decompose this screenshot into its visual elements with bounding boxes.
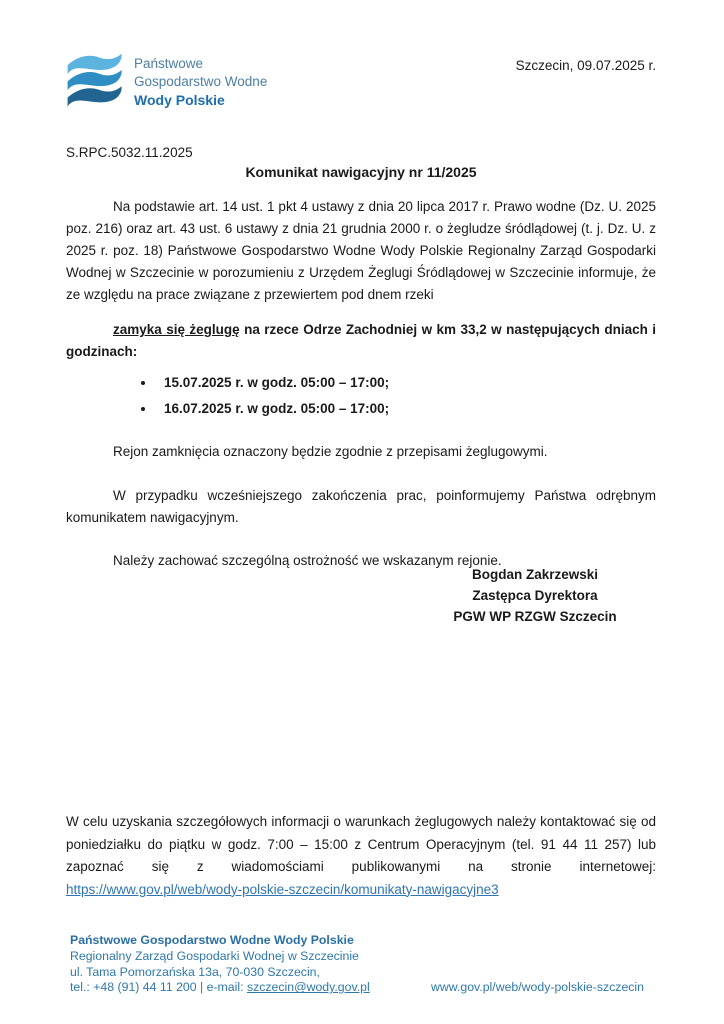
place-and-date: Szczecin, 09.07.2025 r. xyxy=(515,58,656,73)
reference-number: S.RPC.5032.11.2025 xyxy=(66,145,193,160)
paragraph-area-marking: Rejon zamknięcia oznaczony będzie zgodnie z przepisami żeglugowymi. xyxy=(113,444,548,459)
water-waves-icon xyxy=(64,50,124,114)
footer-company-name: Państwowe Gospodarstwo Wodne Wody Polskie xyxy=(70,933,354,947)
logo-line-1: Państwowe xyxy=(134,56,204,71)
footer-address-block xyxy=(70,933,656,996)
footer-address: ul. Tama Pomorzańska 13a, 70-030 Szczecin, xyxy=(70,964,320,979)
footer-division: Regionalny Zarząd Gospodarki Wodnej w Szczecinie xyxy=(70,948,359,963)
paragraph-early-finish: W przypadku wcześniejszego zakończenia prac, poinformujemy Państwa odrębnym komunikatem nawigacyjnym. xyxy=(66,488,656,525)
logo-line-2: Gospodarstwo Wodne xyxy=(134,74,268,89)
signatory-name: Bogdan Zakrzewski xyxy=(471,567,599,582)
wave-top xyxy=(68,54,122,74)
closure-underlined-text: zamyka się żeglugę xyxy=(113,322,240,337)
closure-rest-text: na rzece Odrze Zachodniej w km 33,2 w następujących dniach i godzinach: xyxy=(66,322,657,359)
schedule-item-2: • 16.07.2025 r. w godz. 05:00 – 17:00; xyxy=(156,397,656,420)
document-title: Komunikat nawigacyjny nr 11/2025 xyxy=(245,164,477,180)
contact-text: W celu uzyskania szczegółowych informacji o warunkach żeglugowych należy kontaktować się od poniedziałku do piątku w godz. 7:00 – 15:00 z Centrum Operacyjnym (tel. 91 44 11 257) lub zapoznać się z wiadomościami publikowanymi na stronie internetowej: xyxy=(66,814,656,874)
footer-email-link[interactable]: szczecin@wody.gov.pl xyxy=(246,980,370,995)
wave-bottom xyxy=(68,86,122,106)
footer-contact-line xyxy=(70,980,656,996)
paragraph-legal-basis: Na podstawie art. 14 ust. 1 pkt 4 ustawy z dnia 20 lipca 2017 r. Prawo wodne (Dz. U. 2025 poz. 216) oraz art. 43 ust. 6 ustawy z dnia 21 grudnia 2000 r. o żegludze śródlądowej (t. j. Dz. U. z 2025 r. poz. 18) Państwowe Gospodarstwo Wodne Wody Polskie Regionalny Zarząd Gospodarki Wodnej w Szczecinie w porozumieniu z Urzędem Żeglugi Śródlądowej w Szczecinie informuje, że ze względu na prace związane z przewiertem pod dnem rzeki xyxy=(66,199,656,302)
paragraph-caution: Należy zachować szczególną ostrożność we wskazanym rejonie. xyxy=(113,553,502,568)
closure-schedule-list xyxy=(156,371,656,420)
wave-middle xyxy=(68,70,122,90)
signature-block xyxy=(420,564,650,627)
contact-info-paragraph xyxy=(66,811,656,901)
letterhead xyxy=(64,50,656,114)
schedule-item-1: • 15.07.2025 r. w godz. 05:00 – 17:00; xyxy=(156,371,656,394)
footer-phone: tel.: +48 (91) 44 11 200 | e-mail: xyxy=(70,980,247,995)
footer-website-link[interactable]: www.gov.pl/web/wody-polskie-szczecin xyxy=(431,980,644,995)
footer xyxy=(70,933,656,996)
signatory-organization: PGW WP RZGW Szczecin xyxy=(453,609,617,624)
signatory-position: Zastępca Dyrektora xyxy=(472,588,598,603)
logo-wordmark xyxy=(134,55,267,109)
wody-polskie-logo xyxy=(64,50,267,114)
paragraph-closure xyxy=(66,319,656,363)
logo-brand-name: Wody Polskie xyxy=(134,92,225,108)
communications-page-link[interactable]: https://www.gov.pl/web/wody-polskie-szczecin/komunikaty-nawigacyjne3 xyxy=(66,881,499,897)
document-body xyxy=(66,196,656,572)
